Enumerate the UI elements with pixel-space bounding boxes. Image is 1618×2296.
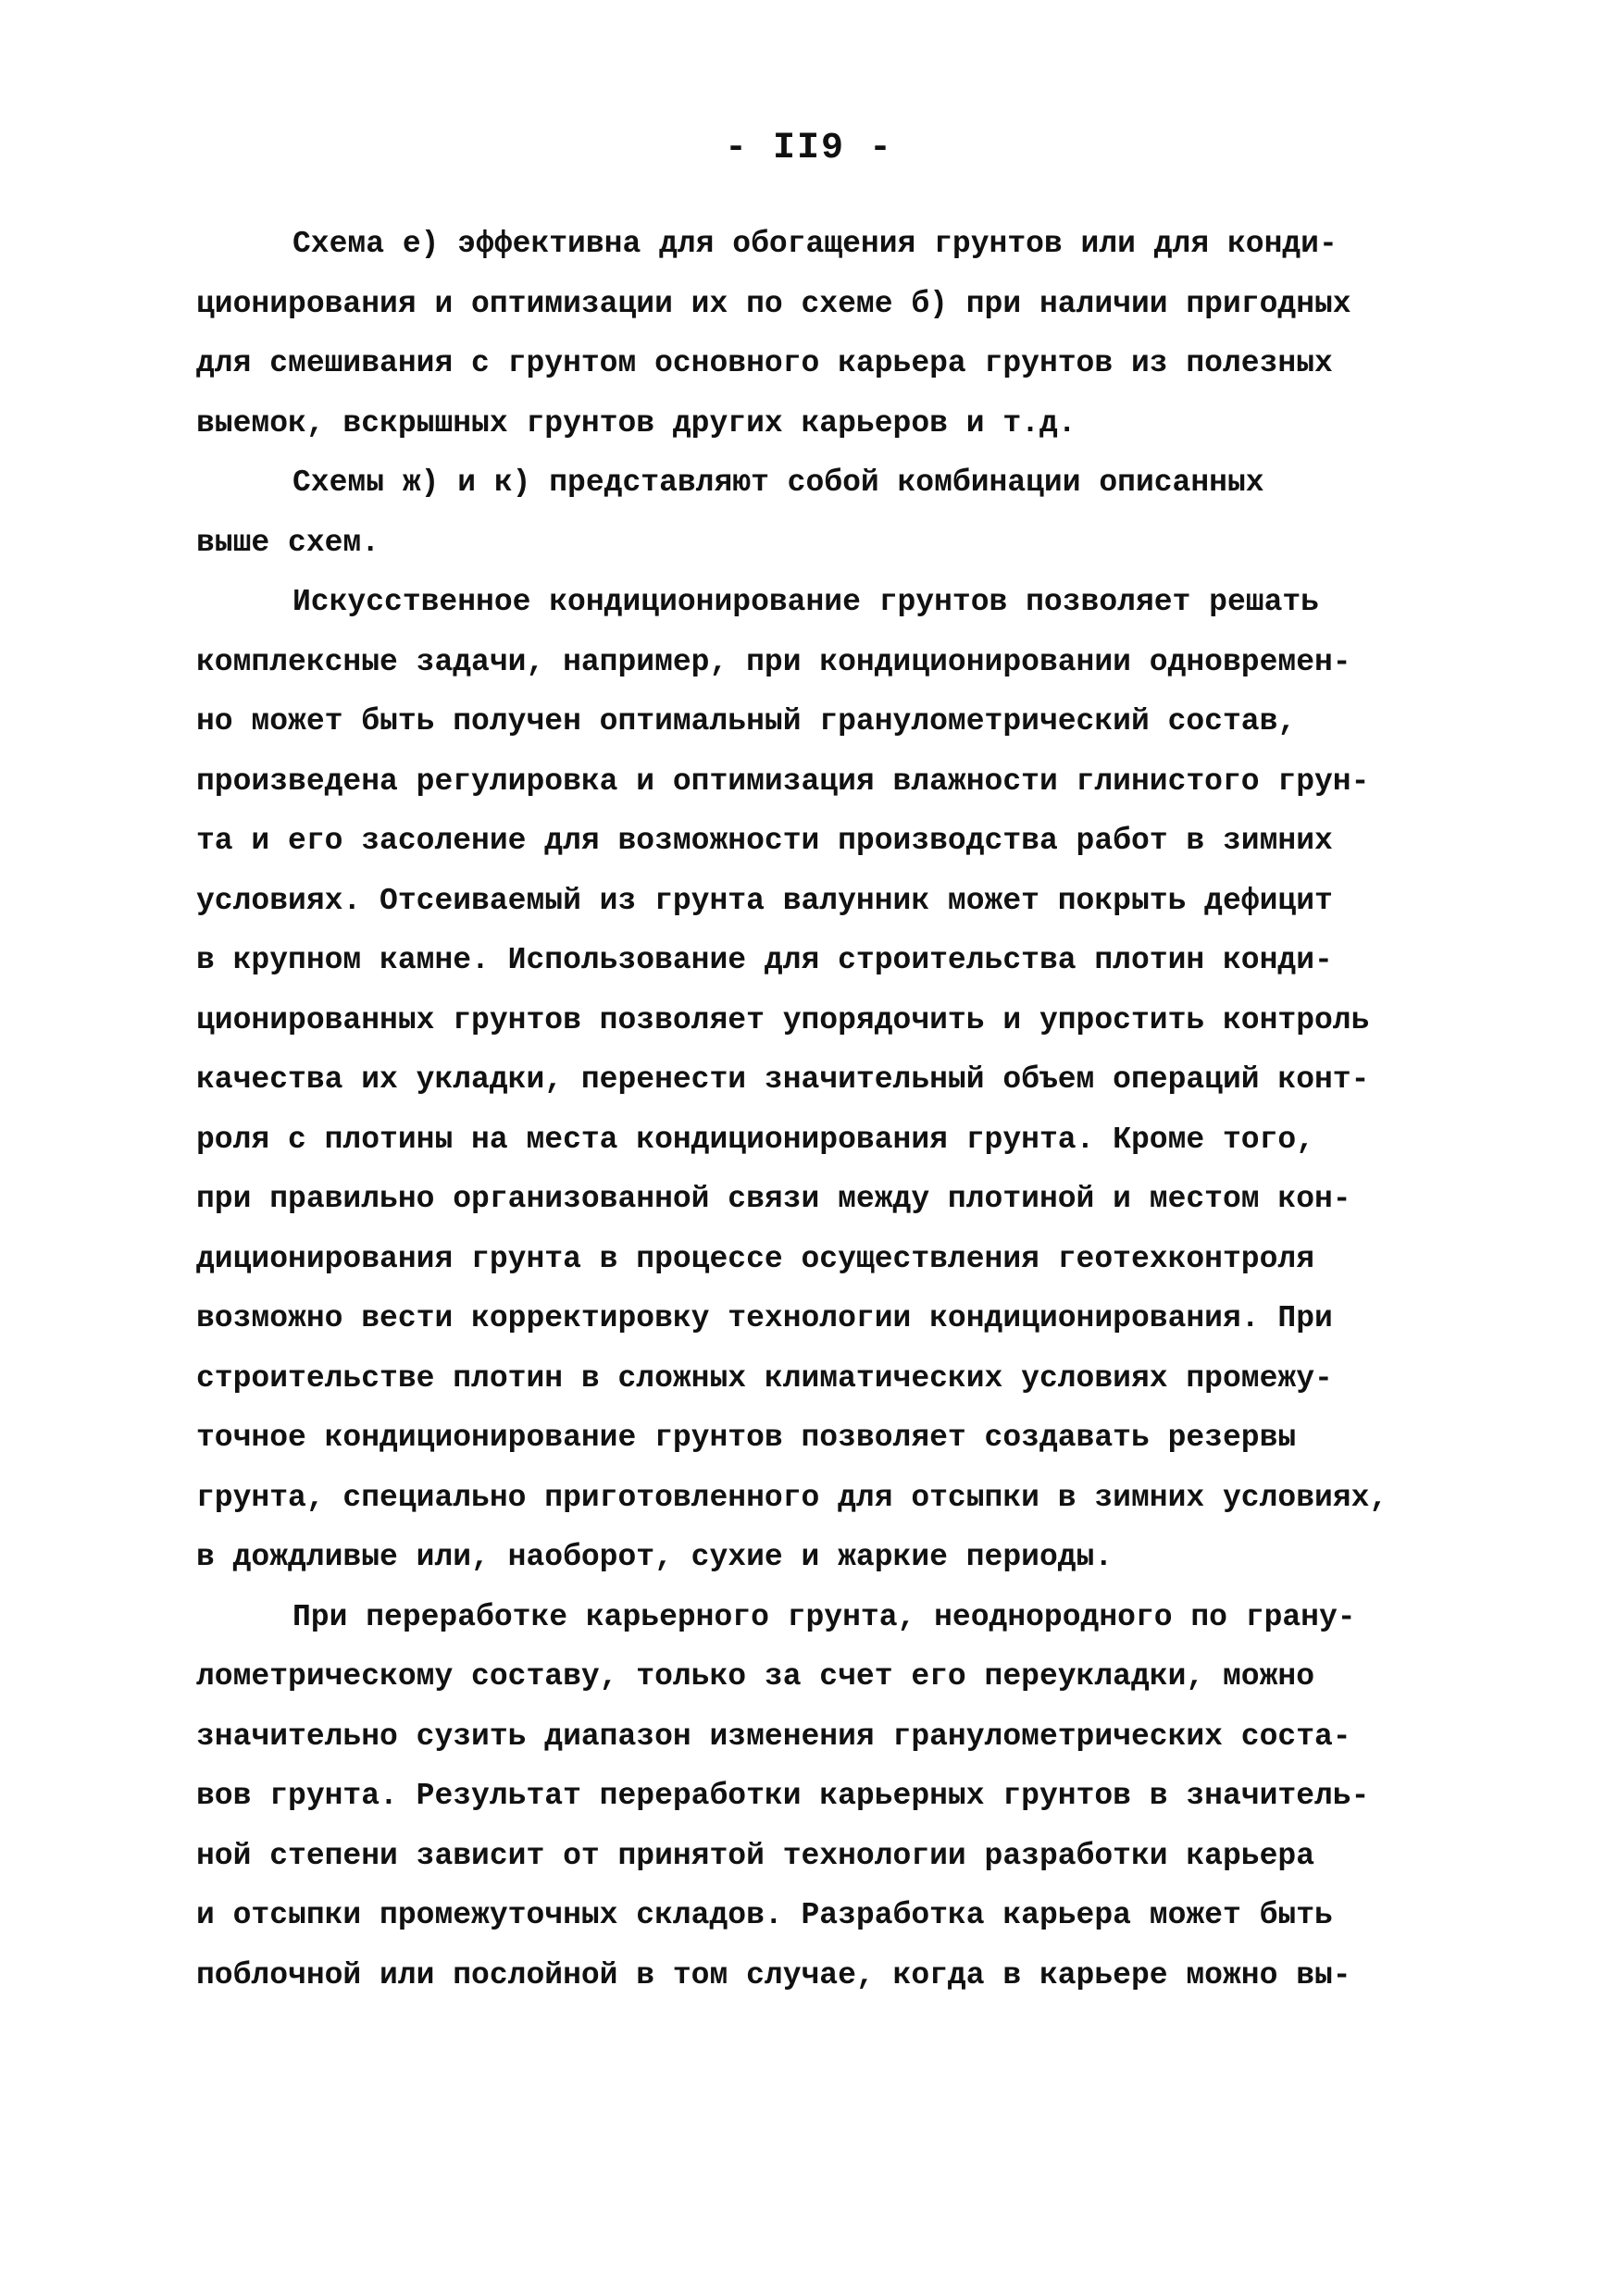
text-line: грунта, специально приготовленного для отсыпки в зимних условиях, (196, 1480, 1388, 1515)
text-line: комплексные задачи, например, при кондиционировании одновремен- (196, 644, 1351, 679)
text-line: при правильно организованной связи между плотиной и местом кон- (196, 1182, 1351, 1216)
text-line: поблочной или послойной в том случае, когда в карьере можно вы- (196, 1957, 1351, 1992)
text-line: качества их укладки, перенести значительный объем операций конт- (196, 1062, 1370, 1097)
text-line: и отсыпки промежуточных складов. Разработка карьера может быть (196, 1898, 1333, 1932)
text-line: произведена регулировка и оптимизация влажности глинистого грун- (196, 763, 1370, 799)
text-line: При переработке карьерного грунта, неоднородного по грану- (292, 1599, 1356, 1634)
text-line: Схемы ж) и к) представляют собой комбинации описанных (292, 465, 1264, 500)
page-number: - II9 - (724, 128, 894, 169)
text-line: выше схем. (196, 525, 380, 560)
text-line: точное кондиционирование грунтов позволяет создавать резервы (196, 1421, 1297, 1455)
text-line: лометрическому составу, только за счет его переукладки, можно (196, 1659, 1314, 1694)
text-line: но может быть получен оптимальный гранулометрический состав, (196, 704, 1297, 738)
text-line: Схема е) эффективна для обогащения грунтов или для конди- (292, 227, 1338, 261)
text-line: диционирования грунта в процессе осуществления геотехконтроля (196, 1241, 1314, 1276)
text-line: в дождливые или, наоборот, сухие и жаркие периоды. (196, 1540, 1114, 1574)
text-line: роля с плотины на места кондиционирования грунта. Кроме того, (196, 1122, 1314, 1157)
text-line: возможно вести корректировку технологии кондиционирования. При (196, 1301, 1333, 1335)
text-line: значительно сузить диапазон изменения гранулометрических соста- (196, 1719, 1351, 1754)
body-text (196, 215, 1437, 2005)
text-line: ционированных грунтов позволяет упорядочить и упростить контроль (196, 1002, 1370, 1037)
text-line: условиях. Отсеиваемый из грунта валунник может покрыть дефицит (196, 883, 1333, 918)
text-line: ной степени зависит от принятой технологии разработки карьера (196, 1838, 1314, 1873)
text-line: ционирования и оптимизации их по схеме б) при наличии пригодных (196, 286, 1351, 321)
text-line: строительстве плотин в сложных климатических условиях промежу- (196, 1360, 1333, 1396)
text-line: Искусственное кондиционирование грунтов позволяет решать (292, 585, 1319, 619)
text-line: для смешивания с грунтом основного карьера грунтов из полезных (196, 346, 1333, 380)
text-line: вов грунта. Результат переработки карьерных грунтов в значитель- (196, 1779, 1370, 1813)
text-line: та и его засоление для возможности производства работ в зимних (196, 824, 1333, 858)
text-line: в крупном камне. Использование для строительства плотин конди- (196, 943, 1333, 977)
text-line: выемок, вскрышных грунтов других карьеров и т.д. (196, 405, 1077, 441)
